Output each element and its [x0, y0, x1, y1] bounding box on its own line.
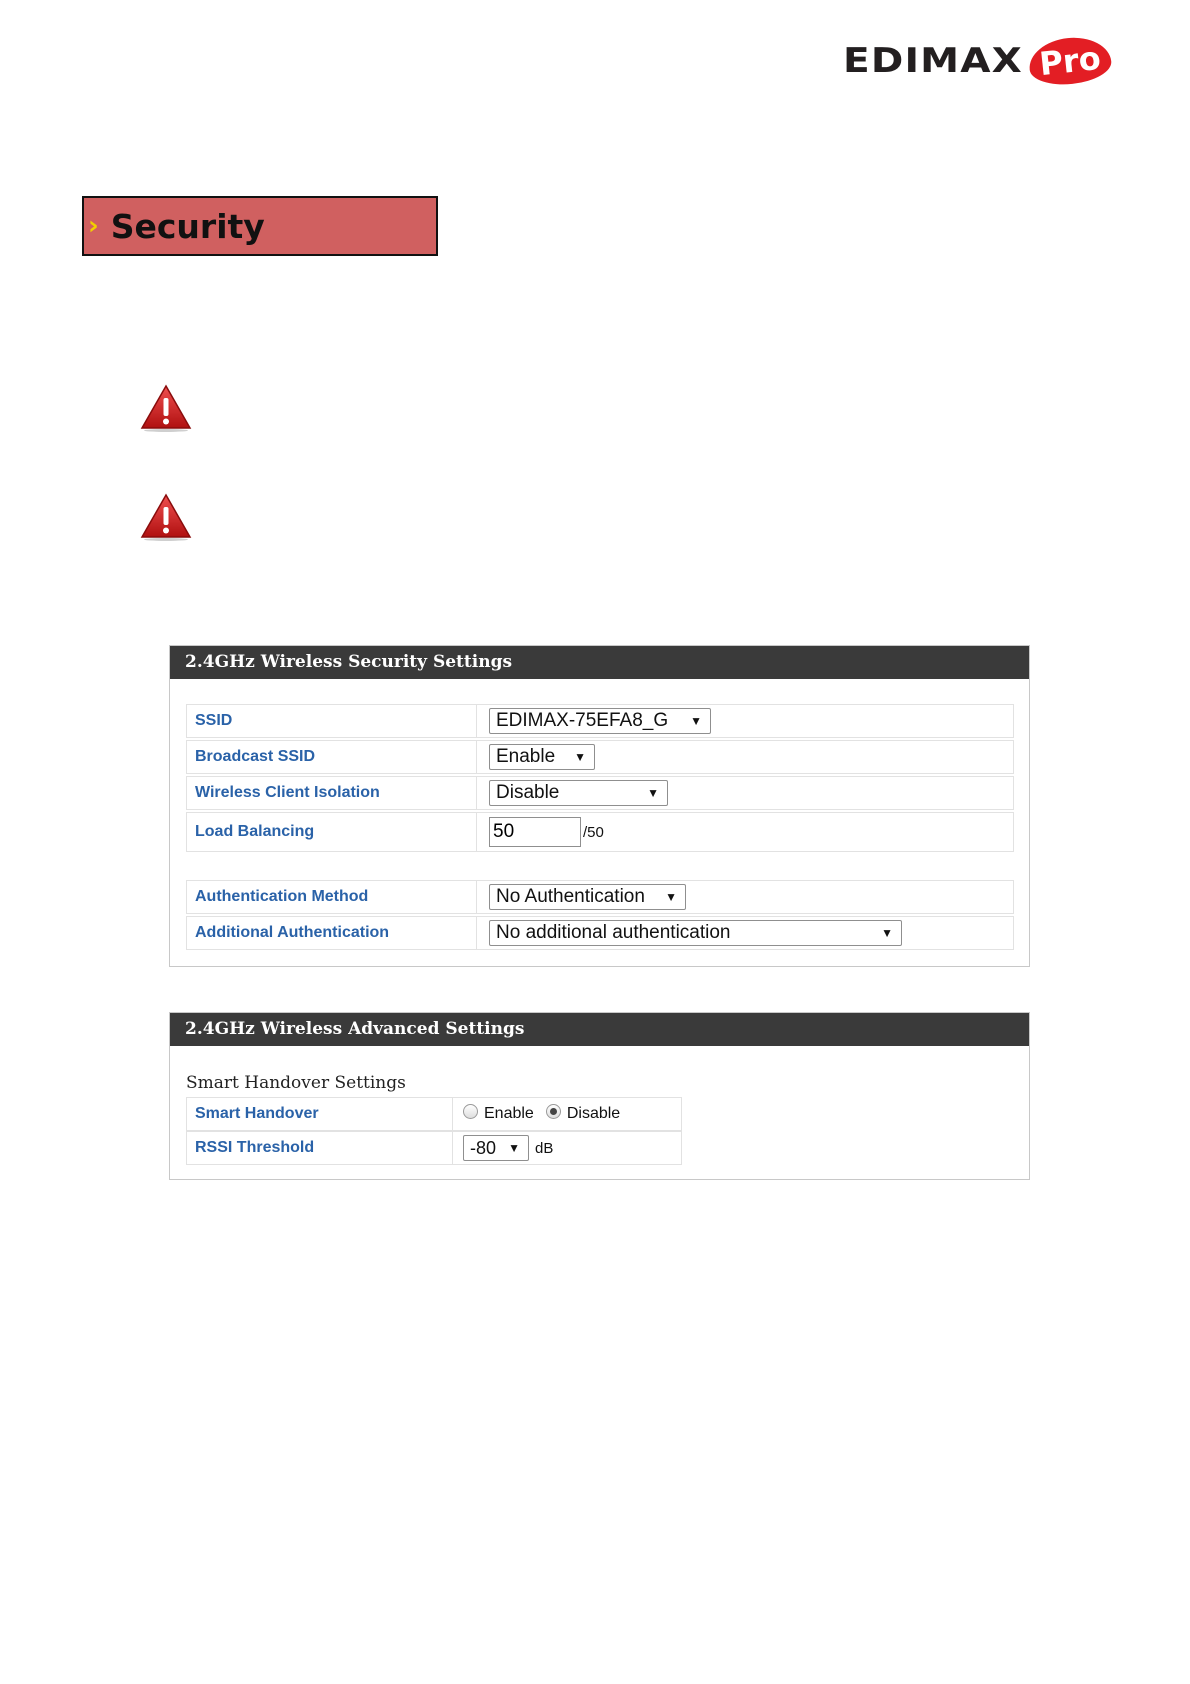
section-header-security: [82, 196, 438, 256]
load-balancing-row: [186, 812, 1014, 852]
chevron-right-icon: ›: [88, 211, 99, 241]
edimax-pro-logo: [843, 36, 1111, 86]
smart-handover-label: Smart Handover: [187, 1098, 453, 1130]
rssi-threshold-select[interactable]: -80 ▼: [463, 1135, 529, 1161]
dropdown-arrow-icon: ▼: [665, 890, 677, 904]
broadcast-ssid-label: Broadcast SSID: [187, 741, 477, 773]
ssid-label: SSID: [187, 705, 477, 737]
wireless-advanced-panel: [169, 1012, 1030, 1180]
dropdown-arrow-icon: ▼: [690, 714, 702, 728]
broadcast-ssid-select[interactable]: Enable ▼: [489, 744, 595, 770]
panel-title: 2.4GHz Wireless Security Settings: [170, 646, 1029, 679]
client-isolation-row: [186, 776, 1014, 810]
auth-method-row: [186, 880, 1014, 914]
ssid-row: [186, 704, 1014, 738]
client-isolation-select[interactable]: Disable ▼: [489, 780, 668, 806]
auth-method-label: Authentication Method: [187, 881, 477, 913]
smart-handover-disable-radio[interactable]: [546, 1104, 561, 1119]
load-balancing-label: Load Balancing: [187, 813, 477, 851]
dropdown-arrow-icon: ▼: [574, 750, 586, 764]
logo-pro-badge: Pro: [1027, 34, 1113, 88]
additional-auth-label: Additional Authentication: [187, 917, 477, 949]
additional-auth-row: [186, 916, 1014, 950]
rssi-unit: dB: [535, 1139, 554, 1157]
smart-handover-subheading: Smart Handover Settings: [186, 1073, 406, 1093]
load-balancing-max: /50: [583, 823, 604, 841]
smart-handover-disable-label: Disable: [566, 1105, 621, 1122]
broadcast-ssid-row: [186, 740, 1014, 774]
smart-handover-row: [186, 1097, 682, 1131]
load-balancing-input[interactable]: 50: [489, 817, 581, 847]
wireless-security-panel: [169, 645, 1030, 967]
section-title: Security: [110, 206, 265, 246]
smart-handover-enable-radio[interactable]: [463, 1104, 478, 1119]
logo-wordmark: EDIMAX: [843, 41, 1023, 81]
rssi-threshold-row: [186, 1131, 682, 1165]
dropdown-arrow-icon: ▼: [508, 1141, 520, 1155]
panel-title: 2.4GHz Wireless Advanced Settings: [170, 1013, 1029, 1046]
dropdown-arrow-icon: ▼: [647, 786, 659, 800]
dropdown-arrow-icon: ▼: [881, 926, 893, 940]
warning-icon: [140, 384, 192, 432]
warning-icon: [140, 493, 192, 541]
client-isolation-label: Wireless Client Isolation: [187, 777, 477, 809]
rssi-threshold-label: RSSI Threshold: [187, 1132, 453, 1164]
ssid-select[interactable]: EDIMAX-75EFA8_G ▼: [489, 708, 711, 734]
additional-auth-select[interactable]: No additional authentication ▼: [489, 920, 902, 946]
smart-handover-enable-label: Enable: [484, 1105, 534, 1122]
auth-method-select[interactable]: No Authentication ▼: [489, 884, 686, 910]
